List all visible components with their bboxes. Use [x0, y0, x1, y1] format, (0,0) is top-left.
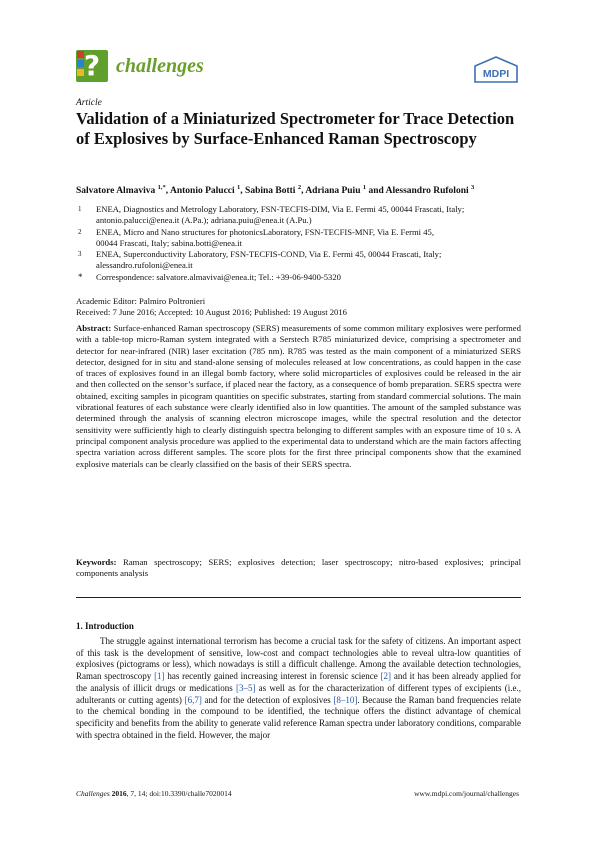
section-divider [76, 597, 521, 598]
affiliation-mark: 1 [78, 205, 82, 213]
author-name[interactable]: Alessandro Rufoloni [385, 186, 469, 197]
challenges-logo-icon: ? [76, 50, 108, 82]
affiliation-line: alessandro.rufoloni@enea.it [96, 260, 193, 271]
paragraph-text: as well as for the characterization of different types of excipients (i.e., adulterants or cutting agents) [76, 682, 521, 705]
footer-citation [76, 789, 232, 798]
abstract-text: Surface-enhanced Raman spectroscopy (SERS) measurements of some common military explosives were performed with a table-top micro-Raman system integrated with a Serstech R785 miniaturized device, comprising a spectrometer and detector for near-infrared (NIR) laser excitation (785 nm). R785 was tested as the main component of a miniaturized SERS detector, designed for in situ and stand-alone sensing of molecules released at low concentrations, as could happen in the case of traces of explosives found in an illegal bomb factory, where solid microparticles of explosives could be released in the air and then collected on the sensor’s surface, if placed near the factory, as a consequence of bomb preparation. SERS spectra were obtained, exciting samples in picogram quantities on specific substrates, starting from standard commercial solutions. The main vibrational features of each substance were clearly identified also in low quantities. The amount of the sampled substance was determined through the analysis of scanning electron microscope images, while the spectral resolution and the detector sensitivity were sufficiently high to clearly distinguish spectra belonging to different samples with an exposure time of 10 s. A principal component analysis procedure was applied to the experimental data to understand which are the main factors affecting spectra variation across different samples. The score plots for the first three principal components show that the examined explosive materials can be clearly classified on the basis of their SERS spectra. [76, 323, 521, 469]
author-affiliation-mark: 1,* [157, 184, 166, 191]
affiliation-line: ENEA, Micro and Nano structures for photonicsLaboratory, FSN-TECFIS-MNF, Via E. Fermi 45, [96, 226, 434, 237]
affiliation-line: antonio.palucci@enea.it (A.Pa.); adriana.puiu@enea.it (A.Pu.) [96, 215, 312, 226]
affiliation-item [76, 249, 521, 272]
mdpi-logo-icon[interactable] [473, 56, 519, 84]
paragraph-text: The struggle against international terrorism has become a crucial task for the safety of citizens. An important aspect of this task is the development of sensitive, low-cost and compact technologies able to reveal ultra-low quantities of explosives (pictograms or less), which nowadays is still a difficult challenge. Among the available detection technologies, Raman spectroscopy [76, 636, 521, 682]
keywords [76, 557, 521, 580]
author-name[interactable]: Sabina Botti [245, 186, 296, 197]
affiliation-item [76, 227, 521, 250]
author-separator: and [366, 186, 386, 197]
affiliation-mark: 2 [78, 227, 82, 236]
keywords-text: Raman spectroscopy; SERS; explosives detection; laser spectroscopy; nitro-based explosives; principal components analysis [76, 557, 522, 579]
affiliation-item [76, 272, 521, 283]
section-heading: 1. Introduction [76, 621, 134, 631]
affiliation-list [76, 204, 521, 283]
citation-link[interactable]: [1] [154, 671, 165, 682]
paragraph-text: and it has been already applied for the analysis of illicit drugs or medications [76, 671, 521, 693]
affiliation-line: 00044 Frascati, Italy; sabina.botti@enea.it [96, 237, 242, 248]
svg-text:MDPI: MDPI [482, 68, 510, 80]
author-name[interactable]: Antonio Palucci [170, 186, 235, 197]
footer-year: 2016 [111, 789, 127, 798]
citation-link[interactable]: [8–10] [333, 694, 358, 705]
affiliation-line: ENEA, Diagnostics and Metrology Laboratory, FSN-TECFIS-DIM, Via E. Fermi 45, 00044 Frascati, Italy; [96, 204, 465, 214]
footer-url[interactable]: www.mdpi.com/journal/challenges [414, 789, 519, 798]
journal-logo[interactable] [76, 48, 266, 84]
journal-name: challenges [116, 54, 204, 77]
author-name[interactable]: Salvatore Almaviva [76, 186, 156, 197]
author-separator: , [240, 186, 246, 197]
paper-title: Validation of a Miniaturized Spectrometer for Trace Detection of Explosives by Surface-Enhanced Raman Spectroscopy [76, 109, 515, 148]
affiliation-line: Correspondence: salvatore.almavivai@enea.it; Tel.: +39-06-9400-5320 [96, 271, 341, 282]
citation-link[interactable]: [3–5] [235, 682, 256, 693]
academic-editor: Academic Editor: Palmiro Poltronieri [76, 296, 206, 306]
affiliation-mark: 3 [78, 250, 82, 259]
affiliation-item [76, 204, 521, 227]
author-affiliation-mark: 1 [362, 184, 367, 191]
citation-link[interactable]: [2] [380, 671, 392, 682]
publication-info [76, 296, 347, 318]
publication-dates: Received: 7 June 2016; Accepted: 10 August 2016; Published: 19 August 2016 [76, 307, 347, 317]
affiliation-line: ENEA, Superconductivity Laboratory, FSN-TECFIS-COND, Via E. Fermi 45, 00044 Frascati, Italy; [96, 249, 442, 260]
paragraph-text: has recently gained increasing interest in forensic science [164, 671, 381, 682]
affiliation-mark: * [78, 271, 83, 282]
author-list [76, 184, 521, 196]
author-separator: , [301, 186, 306, 197]
paragraph-text: . Because the Raman band frequencies relate to the chemical bonding in the compound to be identified, the technique offers the distinct advantage of chemical specificity and benefits from the ability to generate valid reference Raman spectra under laboratory conditions, comparable with spectra obtained in the field. However, the major [76, 694, 521, 740]
paragraph-text: and for the detection of explosives [201, 694, 334, 705]
footer-doi: , 7, 14; doi:10.3390/challe7020014 [126, 789, 232, 798]
citation-link[interactable]: [6,7] [184, 694, 202, 705]
abstract-label: Abstract: [76, 323, 112, 333]
author-affiliation-mark: 3 [471, 184, 475, 191]
article-type: Article [76, 98, 102, 108]
introduction-paragraph [76, 636, 521, 741]
footer-journal: Challenges [76, 789, 110, 798]
keywords-label: Keywords: [76, 557, 117, 567]
author-affiliation-mark: 1 [237, 184, 241, 191]
author-affiliation-mark: 2 [297, 184, 302, 191]
author-name[interactable]: Adriana Puiu [305, 186, 361, 197]
author-separator: , [165, 186, 170, 197]
abstract [76, 323, 521, 470]
